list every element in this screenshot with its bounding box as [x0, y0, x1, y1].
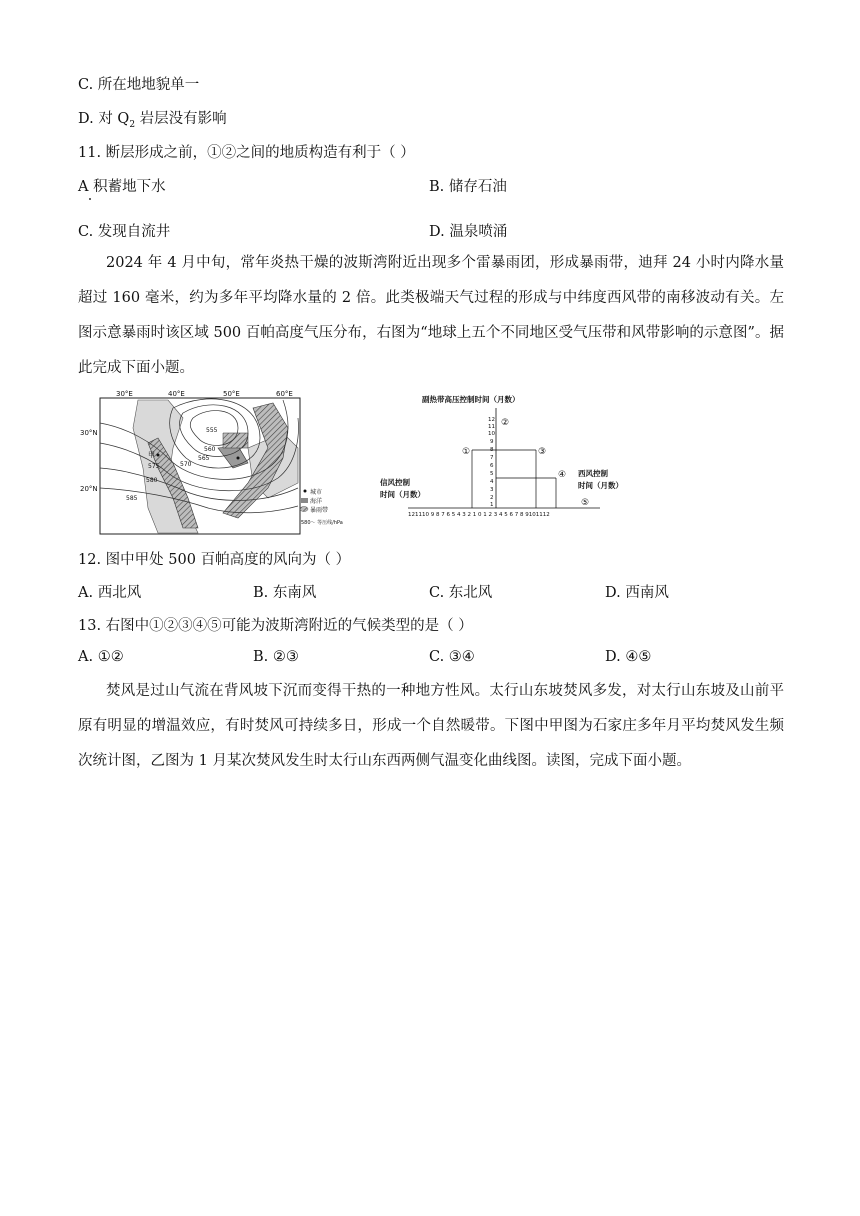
marker-1: ①: [462, 447, 471, 457]
svg-text:20°N: 20°N: [80, 485, 98, 493]
city-jia-label: 甲: [148, 451, 155, 459]
svg-text:60°E: 60°E: [276, 390, 293, 398]
storm-band-3: [223, 433, 248, 448]
svg-text:7: 7: [490, 455, 494, 461]
q13-option-c: C. ③④: [429, 649, 475, 665]
svg-text:9: 9: [490, 439, 494, 445]
svg-text:30°E: 30°E: [116, 390, 133, 398]
svg-text:585: 585: [126, 495, 138, 502]
svg-text:560: 560: [204, 446, 216, 453]
svg-text:6: 6: [490, 463, 494, 469]
svg-text:城市: 城市: [310, 489, 323, 496]
svg-text:565: 565: [198, 455, 210, 462]
svg-text:580～ 等压线/hPa: 580～ 等压线/hPa: [301, 520, 343, 526]
q11-option-b: B. 储存石油: [429, 179, 507, 195]
passage-foehn: 焚风是过山气流在背风坡下沉而变得干热的一种地方性风。太行山东坡焚风多发，对太行山东坡及山前平原有明显的增温效应，有时焚风可持续多日，形成一个自然暖带。下图中甲图为石家庄多年月平均焚风发生频次统计图，乙图为 1 月某次焚风发生时太行山东西两侧气温变化曲线图。读图，完成下面小题。: [78, 683, 784, 769]
svg-text:时间（月数）: 时间（月数）: [380, 490, 425, 499]
marker-5: ⑤: [581, 498, 590, 508]
city-jia-dot: [157, 454, 160, 457]
q12-option-a: A. 西北风: [78, 585, 142, 601]
q12-option-d: D. 西南风: [605, 585, 669, 601]
pressure-map-figure: [80, 388, 343, 540]
svg-text:2: 2: [490, 495, 494, 501]
marker-3: ③: [538, 447, 547, 457]
svg-text:8: 8: [490, 447, 494, 453]
svg-text:580: 580: [146, 477, 158, 484]
svg-text:5: 5: [490, 471, 494, 477]
marker-2: ②: [501, 418, 510, 428]
svg-text:575: 575: [148, 463, 160, 470]
svg-text:1: 1: [490, 502, 494, 508]
svg-text:12: 12: [488, 417, 495, 423]
svg-text:暴雨带: 暴雨带: [310, 507, 329, 514]
marker-4: ④: [558, 470, 567, 480]
q11-option-a: A 积蓄地下水: [78, 179, 166, 195]
svg-text:570: 570: [180, 461, 192, 468]
city-dubai-dot: [237, 457, 240, 460]
q13-option-b: B. ②③: [253, 649, 299, 665]
svg-text:555: 555: [206, 427, 218, 434]
option-d-prev: D. 对 $Q_2$ 岩层没有影响: [78, 111, 227, 130]
climate-control-chart: [378, 388, 638, 518]
svg-text:40°E: 40°E: [168, 390, 185, 398]
svg-text:西风控制: 西风控制: [578, 469, 608, 478]
q12-option-b: B. 东南风: [253, 585, 317, 601]
svg-text:信风控制: 信风控制: [380, 478, 410, 487]
svg-text:4: 4: [490, 479, 494, 485]
q12-option-c: C. 东北风: [429, 585, 493, 601]
q11-option-d: D. 温泉喷涌: [429, 224, 508, 240]
svg-text:50°E: 50°E: [223, 390, 240, 398]
option-c-prev: C. 所在地地貌单一: [78, 77, 200, 93]
svg-text:121110 9 8 7 6 5 4 3 2 1 0 1 2: 121110 9 8 7 6 5 4 3 2 1 0 1 2 3 4 5 6 7 8 9101112: [408, 512, 550, 518]
passage-persian-gulf: 2024 年 4 月中旬，常年炎热干燥的波斯湾附近出现多个雷暴雨团，形成暴雨带，迪拜 24 小时内降水量超过 160 毫米，约为多年平均降水量的 2 倍。此类极端天气过程的形成与中纬度西风带的南移波动有关。左图示意暴雨时该区域 500 百帕高度气压分布，右图为“地球上五个不同地区受气压带和风带影响的示意图”。据此完成下面小题。: [78, 255, 784, 376]
svg-text:副热带高压控制时间（月数）: 副热带高压控制时间（月数）: [422, 395, 520, 404]
q13-option-d: D. ④⑤: [605, 649, 652, 665]
svg-text:30°N: 30°N: [80, 429, 98, 437]
svg-text:时间（月数）: 时间（月数）: [578, 481, 623, 490]
emphasis-dot: [89, 198, 91, 200]
pressure-map: [80, 388, 343, 536]
q13-option-a: A. ①②: [78, 649, 124, 665]
climate-control-figure: [378, 388, 638, 522]
question-13: 13. 右图中①②③④⑤可能为波斯湾附近的气候类型的是（ ）: [78, 618, 473, 634]
svg-text:11: 11: [488, 424, 495, 430]
question-12: 12. 图中甲处 500 百帕高度的风向为（ ）: [78, 552, 351, 568]
question-11: 11. 断层形成之前，①②之间的地质构造有利于（ ）: [78, 145, 415, 161]
svg-text:10: 10: [488, 431, 495, 437]
svg-text:海洋: 海洋: [310, 498, 323, 505]
q11-option-c: C. 发现自流井: [78, 224, 171, 240]
svg-text:3: 3: [490, 487, 494, 493]
